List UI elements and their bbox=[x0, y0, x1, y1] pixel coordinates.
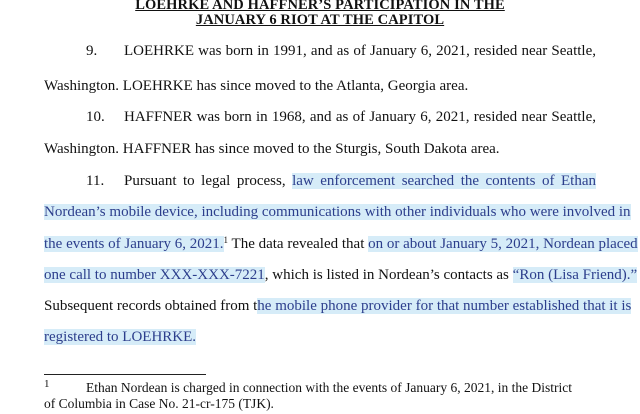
p11-highlight-2: Nordean’s mobile device, including communications with other individuals who were involved in bbox=[44, 204, 631, 220]
paragraph-10-line-2: Washington. HAFFNER has since moved to the Sturgis, South Dakota area. bbox=[44, 141, 500, 157]
paragraph-11-line-1 bbox=[124, 172, 596, 190]
footnote-line-2: of Columbia in Case No. 21-cr-175 (TJK). bbox=[44, 396, 274, 411]
paragraph-10-line-1: HAFFNER was born in 1968, and as of January 6, 2021, resided near Seattle, bbox=[124, 109, 596, 125]
p11-line-5-text: Subsequent records obtained from t bbox=[44, 298, 258, 314]
footnote-separator bbox=[44, 374, 206, 375]
p11-highlight-7: he mobile phone provider for that number established that it is bbox=[257, 298, 632, 314]
paragraph-11-number: 11. bbox=[86, 173, 105, 189]
section-heading-line-1: LOEHRKE AND HAFFNER’S PARTICIPATION IN THE bbox=[135, 0, 505, 13]
p11-highlight-4: on or about January 5, 2021, Nordean placed bbox=[368, 236, 638, 252]
p11-highlight-8: registered to LOEHRKE. bbox=[44, 329, 197, 345]
paragraph-11-line-3 bbox=[44, 235, 638, 253]
paragraph-9-number: 9. bbox=[86, 43, 98, 59]
p11-highlight-5: one call to number XXX-XXX-7221 bbox=[44, 267, 265, 283]
p11-line-4-text: , which is listed in Nordean’s contacts as bbox=[264, 267, 513, 283]
section-heading-line-2: JANUARY 6 RIOT AT THE CAPITOL bbox=[195, 12, 445, 28]
p11-line-3-text: The data revealed tha bbox=[228, 236, 361, 252]
paragraph-11-line-2 bbox=[44, 203, 631, 221]
p11-highlight-1: law enforcement searched the contents of Ethan bbox=[292, 173, 597, 189]
paragraph-11-line-6 bbox=[44, 328, 196, 346]
paragraph-9-line-1: LOEHRKE was born in 1991, and as of January 6, 2021, resided near Seattle, bbox=[124, 43, 596, 59]
footnote-number: 1 bbox=[44, 378, 50, 390]
paragraph-9-line-2: Washington. LOEHRKE has since moved to the Atlanta, Georgia area. bbox=[44, 78, 469, 94]
paragraph-10-number: 10. bbox=[86, 109, 105, 125]
p11-line-3-text-b: t bbox=[360, 236, 369, 252]
p11-highlight-3: the events of January 6, 2021. bbox=[44, 236, 224, 252]
p11-line-1-text: Pursuant to legal process, bbox=[124, 173, 293, 189]
footnote-line-1: Ethan Nordean is charged in connection with the events of January 6, 2021, in the District bbox=[86, 380, 572, 395]
paragraph-11-line-5 bbox=[44, 297, 632, 315]
p11-highlight-6: “Ron (Lisa Friend).” bbox=[512, 267, 638, 283]
footnote-reference: 1 bbox=[223, 235, 229, 245]
paragraph-11-line-4 bbox=[44, 266, 638, 284]
